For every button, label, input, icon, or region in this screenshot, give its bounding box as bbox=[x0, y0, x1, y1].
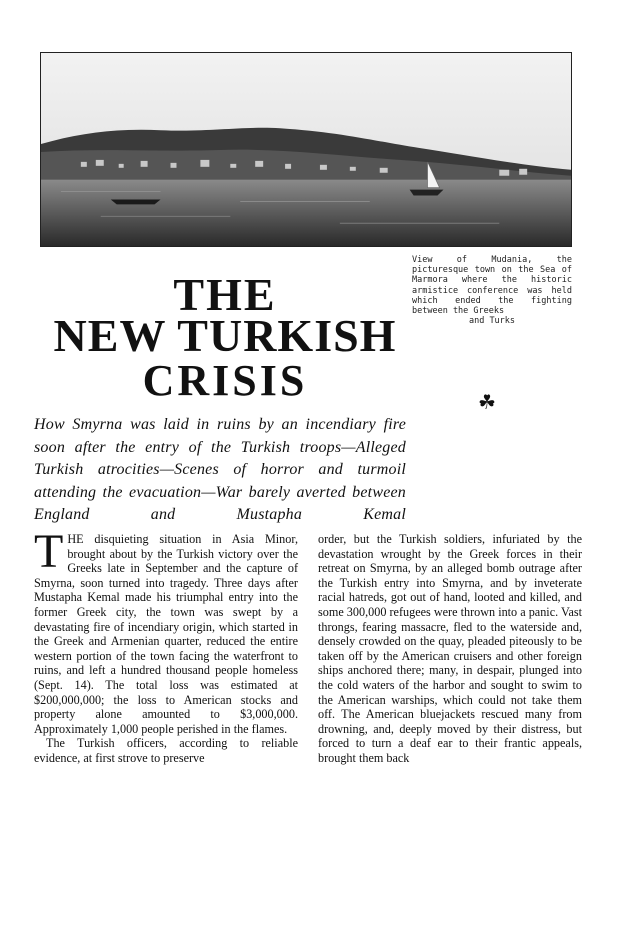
headline-line-1: THE bbox=[173, 269, 277, 320]
paragraph-1-text: HE disquieting situation in Asia Minor, brought about by the Turkish victory over the Greeks late in September and the capture of Smyrna, soon turned into tragedy. Three days after Mustapha Kemal made his triumphal entry into the former Greek city, the town was swept by a devastating fire of incendiary origin, which started in the Greek and Armenian quarter, reduced the entire western portion of the town facing the waterfront to ruins, and left a hundred thousand people homeless (Sept. 14). The total loss was estimated at $200,000,000; the loss to American stocks and property alone amounted to $3,000,000. Approximately 1,000 people perished in the flames. bbox=[34, 532, 298, 736]
caption-last-line: and Turks bbox=[468, 316, 516, 327]
headline-line-3: CRISIS bbox=[142, 356, 308, 405]
drop-cap: T bbox=[34, 525, 64, 578]
paragraph-1 bbox=[34, 525, 298, 736]
paragraph-2: The Turkish officers, according to reliable evidence, at first strove to preserve bbox=[34, 736, 298, 765]
paragraph-3: order, but the Turkish soldiers, infuriated by the devastation wrought by the Greek forces in their retreat on Smyrna, by an alleged bomb outrage after the Turkish entry into Smyrna, and by inveterate racial hatreds, got out of hand, looted and killed, and some 300,000 refugees were thrown into a panic. Vast throngs, fearing massacre, fled to the waterside and, densely crowded on the quay, pleaded piteously to be taken off by the American cruisers and other foreign ships anchored there; many, in despair, plunged into the cold waters of the harbor and sought to swim to the American warships, which could not take them off. The American bluejackets rescued many from drowning, and, deeply moved by their distress, but forced to turn a deaf ear to their frantic appeals, brought them back bbox=[318, 532, 582, 765]
article-column-2 bbox=[318, 532, 582, 766]
headline-line-2: NEW TURKISH bbox=[53, 310, 397, 361]
mudania-photo bbox=[40, 52, 572, 247]
ornament-icon: ☘ bbox=[478, 392, 496, 414]
photo-caption bbox=[412, 255, 572, 326]
subheading-deck: How Smyrna was laid in ruins by an incendiary fire soon after the entry of the Turkish troops—Alleged Turkish atrocities—Scenes of horror and turmoil attending the evacuation—War barely averted between England and Mustapha Kemal bbox=[34, 416, 406, 523]
harbor-illustration bbox=[41, 53, 571, 246]
article-column-1 bbox=[34, 525, 298, 766]
caption-text: View of Mudania, the picturesque town on the Sea of Marmora where the historic armistice conference was held which ended the fighting between the Greeks bbox=[412, 255, 572, 317]
